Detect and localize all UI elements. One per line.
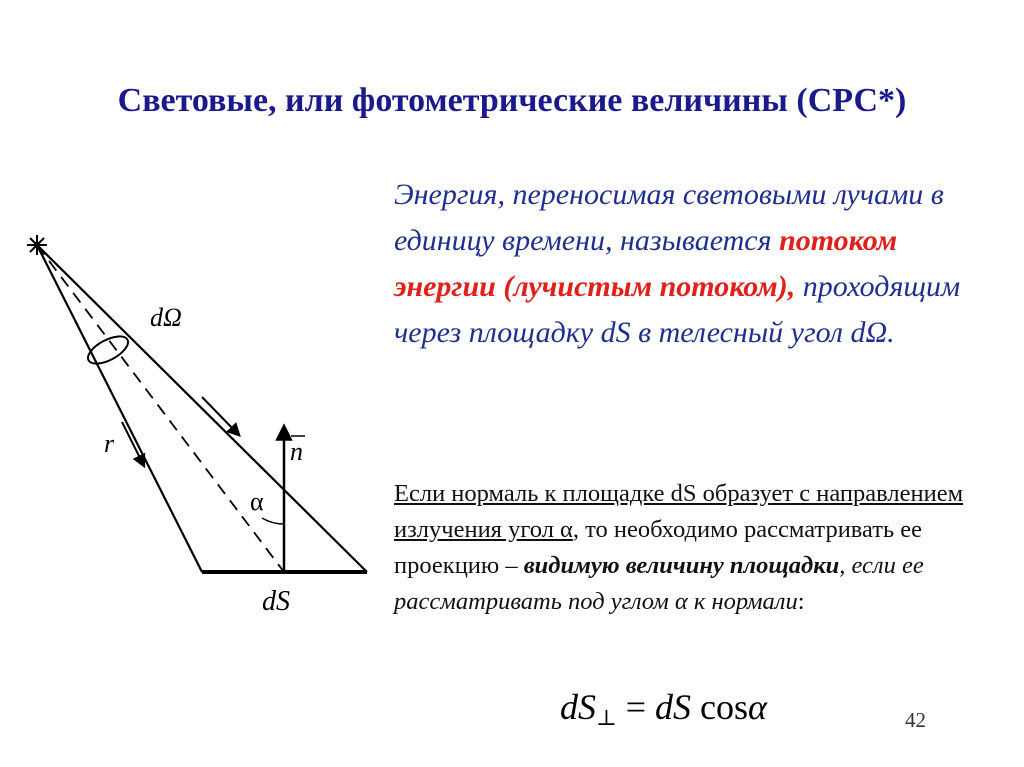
formula-rhs-var: dS: [655, 687, 692, 727]
cone-edge-left: [37, 245, 202, 572]
angle-arc: [262, 518, 284, 524]
formula-alpha: α: [748, 687, 767, 727]
projection-text: , то необходимо рассматривать ее проекцию –: [394, 516, 923, 579]
projection-colon: :: [797, 588, 805, 615]
cone-edge-right: [37, 245, 367, 572]
light-cone-diagram: [22, 232, 372, 622]
label-r: r: [104, 429, 115, 458]
definition-paragraph: [394, 172, 994, 356]
projection-paragraph: [394, 476, 994, 620]
central-ray: [37, 245, 284, 572]
definition-text-2: проходящим через площадку dS в телесный угол dΩ.: [394, 270, 961, 349]
label-alpha: α: [250, 487, 264, 516]
formula-equals: =: [616, 687, 656, 727]
label-ds: dS: [262, 586, 290, 617]
formula-lhs: dS: [560, 687, 596, 727]
formula-perp: ⊥: [596, 705, 617, 730]
solid-angle-ellipse: [84, 331, 132, 369]
definition-text-1: Энергия, переносимая световыми лучами в единицу времени, называется: [394, 178, 944, 257]
label-domega: dΩ: [150, 303, 182, 332]
page-number: 42: [905, 708, 926, 732]
projection-condition: Если нормаль к площадке dS образует с направлением излучения угол α: [394, 480, 964, 543]
ray-arrow-left: [122, 422, 142, 462]
formula-cos: cos: [691, 687, 749, 727]
slide-title: Световые, или фотометрические величины (СРС*): [117, 82, 907, 119]
label-n: n: [290, 437, 303, 466]
visible-area-term: видимую величину площадки: [523, 552, 840, 579]
projection-tail: , если ее рассматривать под углом α к нормали: [394, 552, 924, 615]
projection-formula: [560, 686, 767, 731]
flux-term-comma: ,: [787, 270, 796, 303]
flux-term: потоком энергии (лучистым потоком): [394, 224, 898, 303]
